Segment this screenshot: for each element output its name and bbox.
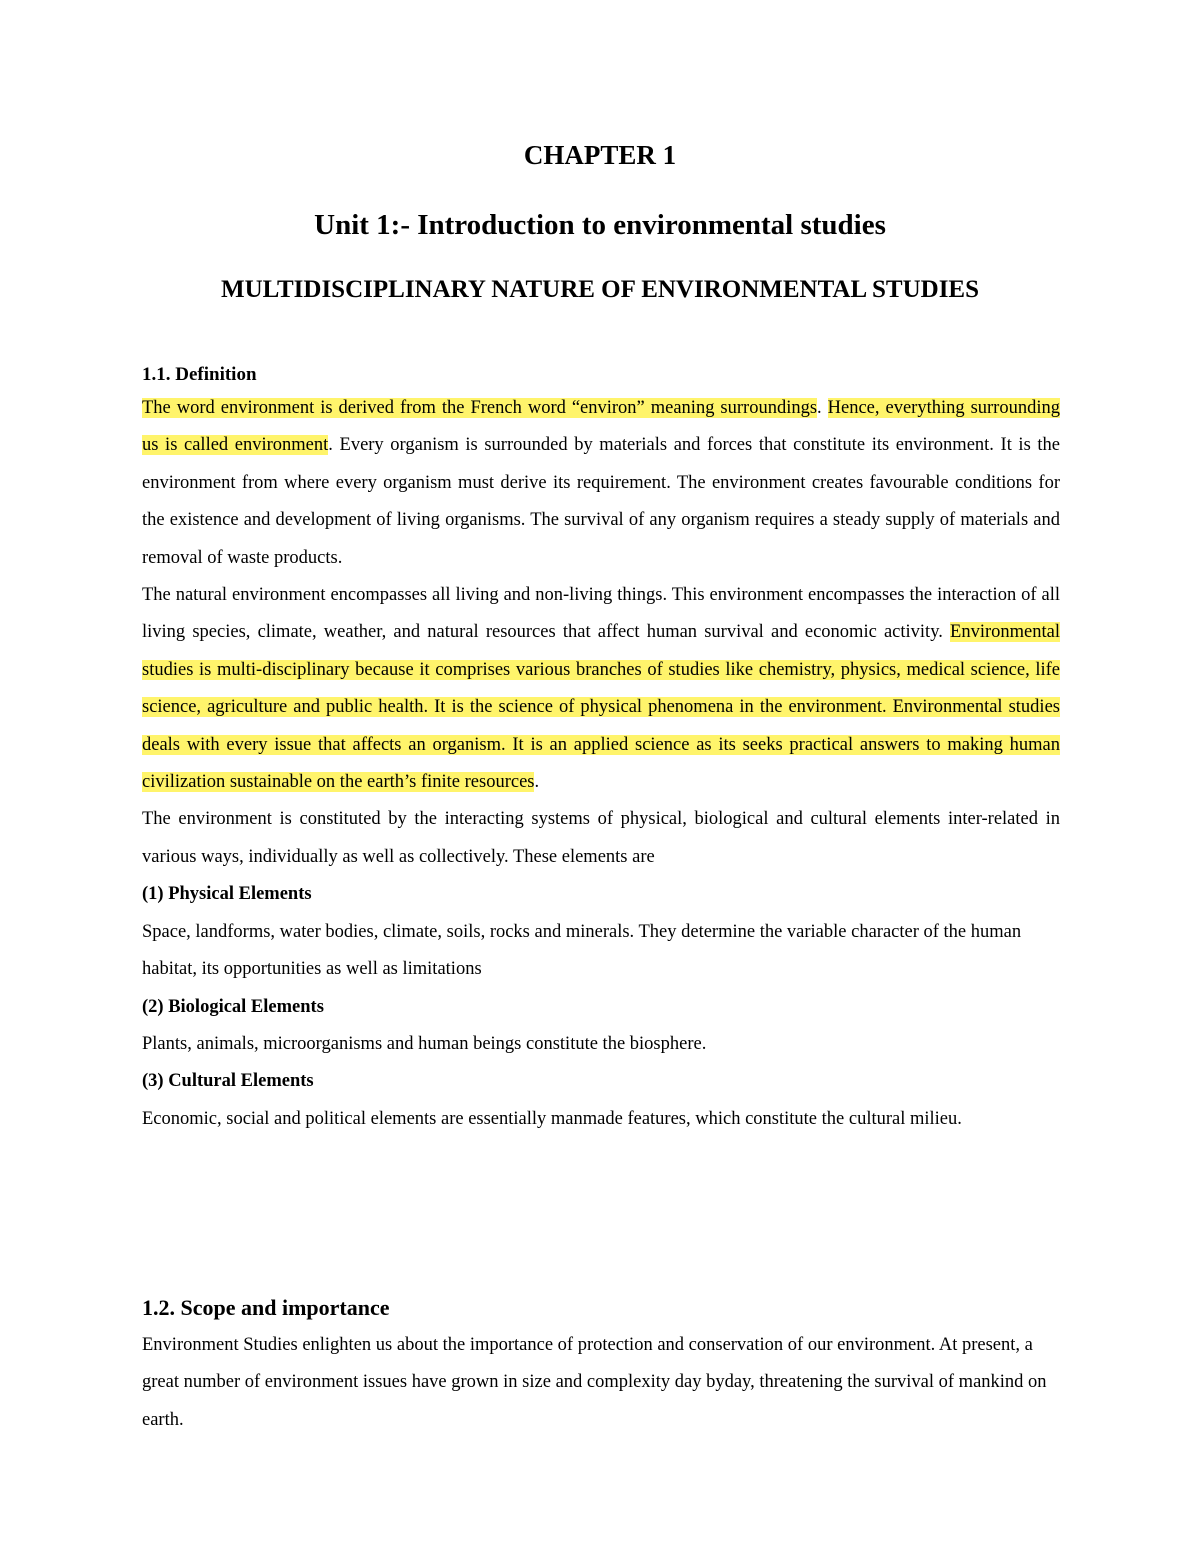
cultural-elements-text: Economic, social and political elements are essentially manmade features, which constitute the cultural milieu. xyxy=(142,1108,962,1129)
physical-elements-text: Space, landforms, water bodies, climate, soils, rocks and minerals. They determine the variable character of the human habitat, its opportunities as well as limitations xyxy=(142,921,1022,980)
definition-paragraph-1 xyxy=(142,390,1060,577)
scope-paragraph: Environment Studies enlighten us about the importance of protection and conservation of our environment. At present, a great number of environment issues have grown in size and complexity day byday, threatening the survival of mankind on earth. xyxy=(142,1335,1047,1430)
scope-section xyxy=(142,1293,1060,1439)
definition-heading: 1.1. Definition xyxy=(142,364,257,385)
biological-elements-text: Plants, animals, microorganisms and human beings constitute the biosphere. xyxy=(142,1033,707,1054)
highlighted-text: The word environment is derived from the French word “environ” meaning surroundings xyxy=(142,398,818,418)
unit-title: Unit 1:- Introduction to environmental studies xyxy=(314,209,886,241)
paragraph-text: . xyxy=(534,772,540,793)
chapter-title: CHAPTER 1 xyxy=(523,140,677,170)
definition-paragraph-2 xyxy=(142,577,1060,801)
biological-elements-heading: (2) Biological Elements xyxy=(142,996,324,1017)
paragraph-text: . Every organism is surrounded by materials and forces that constitute its environment. It is the environment from where every organism must derive its requirement. The environment creates favourable conditions for the existence and development of living organisms. The survival of any organism requires a steady supply of materials and removal of waste products. xyxy=(142,435,1060,568)
highlighted-text: Environmental studies is multi-disciplinary because it comprises various branches of studies like chemistry, physics, medical science, life science, agriculture and public health. It is the science of physical phenomena in the environment. Environmental studies deals with every issue that affects an organism. It is an applied science as its seeks practical answers to making human civilization sustainable on the earth’s finite resources xyxy=(142,622,1060,793)
physical-elements-heading: (1) Physical Elements xyxy=(142,884,312,905)
paragraph-text: The natural environment encompasses all living and non-living things. This environment encompasses the interaction of all living species, climate, weather, and natural resources that affect human survival and economic activity. xyxy=(142,585,1060,643)
cultural-elements-heading: (3) Cultural Elements xyxy=(142,1071,314,1092)
definition-section xyxy=(142,362,1060,1138)
section-title: MULTIDISCIPLINARY NATURE OF ENVIRONMENTAL STUDIES xyxy=(220,276,980,303)
definition-paragraph-3: The environment is constituted by the interacting systems of physical, biological and cultural elements inter-related in various ways, individually as well as collectively. These elements are xyxy=(142,809,1060,867)
paragraph-text: . xyxy=(817,398,828,418)
highlighted-text: Hence, everything surrounding us is called environment xyxy=(142,398,1060,456)
scope-heading: 1.2. Scope and importance xyxy=(142,1295,390,1320)
